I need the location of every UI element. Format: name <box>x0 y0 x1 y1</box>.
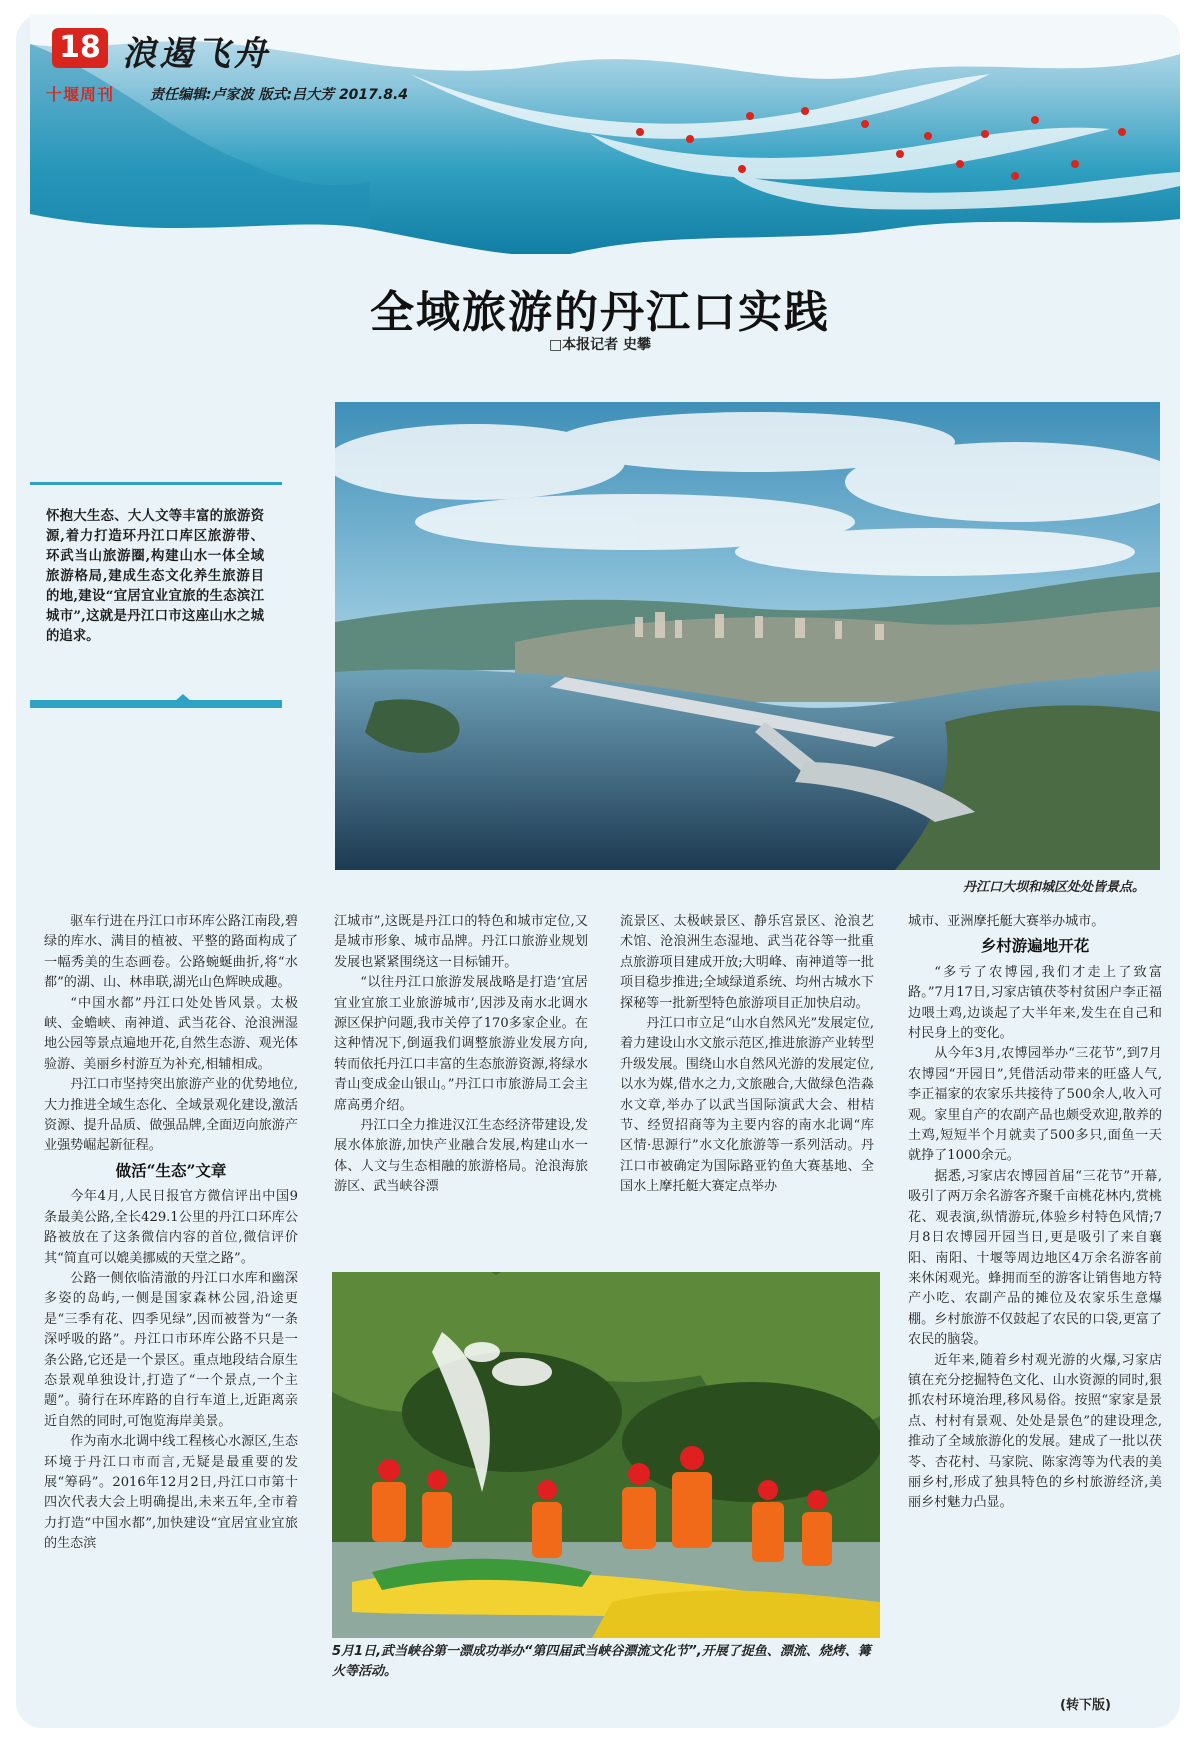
photo2-caption: 5月1日,武当峡谷第一漂成功举办“第四届武当峡谷漂流文化节”,开展了捉鱼、漂流、烧烤、篝火等活动。 <box>332 1644 871 1679</box>
paragraph: 城市、亚洲摩托艇大赛举办城市。 <box>908 914 1105 929</box>
paragraph: 据悉,习家店农博园首届“三花节”开幕,吸引了两万余名游客齐聚千亩桃花林内,赏桃花、观表演,纵情游玩,体验乡村特色风情;7月8日农博园开园当日,更是吸引了来自襄阳、南阳、十堰等周边地区4万余名游客前来休闲观光。蜂拥而至的游客让销售地方特产小吃、农副产品的摊位及农家乐生意爆棚。乡村旅游不仅鼓起了农民的口袋,更富了农民的脑袋。 <box>908 1168 1162 1348</box>
rafting-photo <box>332 1272 880 1638</box>
paragraph: 今年4月,人民日报官方微信评出中国9条最美公路,全长429.1公里的丹江口环库公路被放在了这条微信内容的首位,微信评价其“简直可以媲美挪威的天堂之路”。 <box>44 1189 298 1266</box>
paragraph: 公路一侧依临清澈的丹江口水库和幽深多姿的岛屿,一侧是国家森林公园,沿途更是“三季有花、四季见绿”,因而被誉为“一条深呼吸的路”。丹江口市环库公路不只是一条公路,它还是一个景区。重点地段结合原生态景观单独设计,打造了“一个景点,一个主题”。骑行在环库路的自行车道上,近距离亲近自然的同时,可饱览海岸美景。 <box>44 1270 298 1429</box>
paragraph: 丹江口全力推进汉江生态经济带建设,发展水体旅游,加快产业融合发展,构建山水一体、人文与生态相融的旅游格局。沧浪海旅游区、武当峡谷漂 <box>334 1118 588 1195</box>
paragraph: “多亏了农博园,我们才走上了致富路。”7月17日,习家店镇茯苓村贫困户李正福边喂土鸡,边谈起了大半年来,发生在自己和村民身上的变化。 <box>908 964 1162 1042</box>
article-summary: 怀抱大生态、大人文等丰富的旅游资源,着力打造环丹江口库区旅游带、环武当山旅游圈,构建山水一体全域旅游格局,建成生态文化养生旅游目的地,建设“宜居宜业宜旅的生态滨江城市”,这就是丹江口市这座山水之城的追求。 <box>46 508 264 644</box>
publication-name: 十堰周刊 <box>46 85 115 104</box>
paragraph: 丹江口市立足“山水自然风光”发展定位,着力建设山水文旅示范区,推进旅游产业转型升级发展。围绕山水自然风光游的发展定位,以水为媒,借水之力,文旅融合,大做绿色浩淼水文章,举办了以武当国际演武大会、柑桔节、经贸招商等为主要内容的南水北调“库区情·思源行”水文化旅游等一系列活动。丹江口市被确定为国际路亚钓鱼大赛基地、全国水上摩托艇大赛定点举办 <box>620 1016 874 1195</box>
paragraph: 丹江口市坚持突出旅游产业的优势地位,大力推进全域生态化、全域景观化建设,激活资源、提升品质、做强品牌,全面迈向旅游产业强势崛起新征程。 <box>44 1077 298 1154</box>
paragraph: 驱车行进在丹江口市环库公路江南段,碧绿的库水、满目的植被、平整的路面构成了一幅秀美的生态画卷。公路蜿蜒曲折,将“水都”的湖、山、林串联,湖光山色辉映成趣。 <box>44 914 298 991</box>
paragraph: 近年来,随着乡村观光游的火爆,习家店镇在充分挖掘特色文化、山水资源的同时,狠抓农村环境治理,移风易俗。按照“家家是景点、村村有景观、处处是景色”的建设理念,推动了全域旅游化的发展。建成了一批以茯苓、杏花村、马家院、陈家湾等为代表的美丽乡村,形成了独具特色的乡村旅游经济,美丽乡村魅力凸显。 <box>908 1352 1162 1511</box>
paragraph: 江城市”,这既是丹江口的特色和城市定位,又是城市形象、城市品牌。丹江口旅游业规划发展也紧紧围绕这一目标铺开。 <box>334 914 588 970</box>
article-column-4 <box>908 912 1162 1514</box>
section-heading-rural-tourism: 乡村游遍地开花 <box>980 936 1090 956</box>
paragraph: 流景区、太极峡景区、静乐宫景区、沧浪艺术馆、沧浪洲生态湿地、武当花谷等一批重点旅游项目建成开放;大明峰、南神道等一批项目稳步推进;全域绿道系统、均州古城水下探秘等一批新型特色旅游项目正加快启动。 <box>620 914 874 1011</box>
continued-marker: (转下版) <box>1060 1698 1111 1713</box>
photo1-caption: 丹江口大坝和城区处处皆景点。 <box>962 880 1145 895</box>
paragraph: “中国水都”丹江口处处皆风景。太极峡、金蟾峡、南神道、武当花谷、沧浪洲湿地公园等景点遍地开花,自然生态游、观光体验游、美丽乡村游互为补充,相辅相成。 <box>44 995 298 1072</box>
article-column-1 <box>44 912 298 1555</box>
column-name: 浪遏飞舟 <box>122 34 270 74</box>
article-byline: □本报记者 史攀 <box>548 337 652 353</box>
section-heading-ecology: 做活“生态”文章 <box>115 1160 227 1180</box>
editor-credits: 责任编辑:卢家波 版式:吕大芳 2017.8.4 <box>150 87 409 103</box>
article-column-2 <box>334 912 588 1198</box>
paragraph: 从今年3月,农博园举办“三花节”,到7月农博园“开园日”,凭借活动带来的旺盛人气,李正福家的农家乐共接待了500余人,收入可观。家里自产的农副产品也颇受欢迎,散养的土鸡,短短半个月就卖了500多只,面鱼一天就挣了1000余元。 <box>908 1046 1162 1164</box>
paragraph: “以往丹江口旅游发展战略是打造‘宜居宜业宜旅工业旅游城市’,因涉及南水北调水源区保护问题,我市关停了170多家企业。在这种情况下,倒逼我们调整旅游业发展方向,转而依托丹江口丰富的生态旅游资源,将绿水青山变成金山银山。”丹江口市旅游局工会主席高勇介绍。 <box>334 975 588 1113</box>
page-number: 18 <box>52 28 108 68</box>
article-title: 全域旅游的丹江口实践 <box>370 287 830 338</box>
paragraph: 作为南水北调中线工程核心水源区,生态环境于丹江口市而言,无疑是最重要的发展“筹码”。2016年12月2日,丹江口市第十四次代表大会上明确提出,未来五年,全市着力打造“中国水都”,加快建设“宜居宜业宜旅的生态滨 <box>44 1434 298 1552</box>
dam-aerial-photo <box>335 402 1160 870</box>
article-column-3 <box>620 912 874 1198</box>
